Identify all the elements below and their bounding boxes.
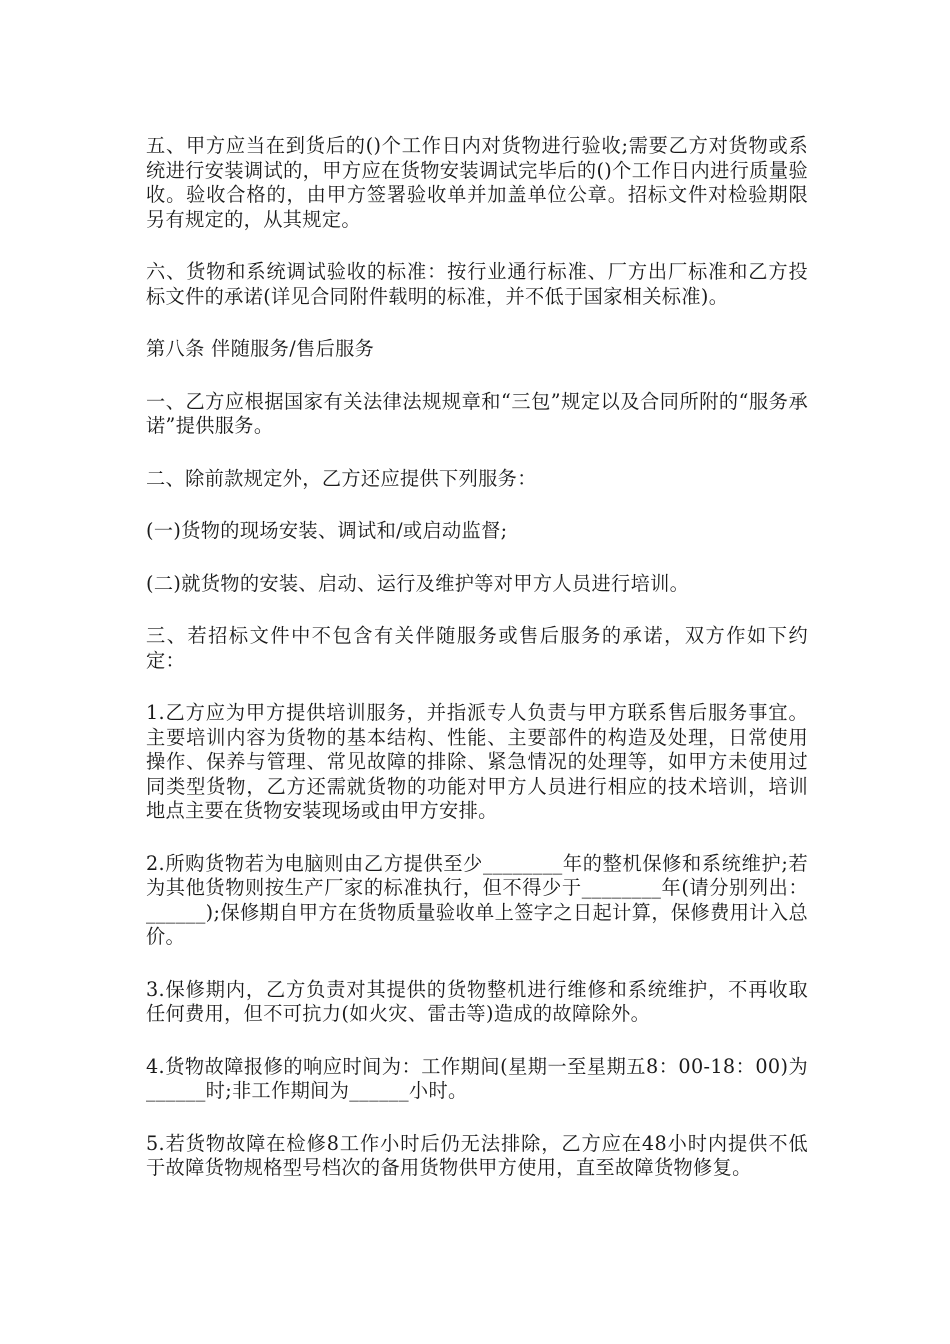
numbered-item-5-replacement: 5.若货物故障在检修8工作小时后仍无法排除，乙方应在48小时内提供不低于故障货物规格型号档次的备用货物供甲方使用，直至故障货物修复。 [146,1131,808,1179]
paragraph-acceptance-period: 五、甲方应当在到货后的()个工作日内对货物进行验收;需要乙方对货物或系统进行安装调试的，甲方应在货物安装调试完毕后的()个工作日内进行质量验收。验收合格的，由甲方签署验收单并加盖单位公章。招标文件对检验期限另有规定的，从其规定。 [146,134,808,231]
paragraph-service-clause-2: 二、除前款规定外，乙方还应提供下列服务： [146,466,537,490]
numbered-item-2-warranty: 2.所购货物若为电脑则由乙方提供至少________年的整机保修和系统维护;若为其他货物则按生产厂家的标准执行，但不得少于________年(请分别列出：______);保修期自甲方在货物质量验收单上签字之日起计算，保修费用计入总价。 [146,851,808,948]
paragraph-service-clause-3: 三、若招标文件中不包含有关伴随服务或售后服务的承诺，双方作如下约定： [146,624,808,672]
numbered-item-1-training: 1.乙方应为甲方提供培训服务，并指派专人负责与甲方联系售后服务事宜。主要培训内容为货物的基本结构、性能、主要部件的构造及处理，日常使用操作、保养与管理、常见故障的排除、紧急情况的处理等，如甲方未使用过同类型货物，乙方还需就货物的功能对甲方人员进行相应的技术培训，培训地点主要在货物安装现场或由甲方安排。 [146,701,808,822]
section-heading-article-8: 第八条 伴随服务/售后服务 [146,337,375,360]
numbered-item-3-maintenance: 3.保修期内，乙方负责对其提供的货物整机进行维修和系统维护，不再收取任何费用，但不可抗力(如火灾、雷击等)造成的故障除外。 [146,977,808,1025]
numbered-item-4-response-time: 4.货物故障报修的响应时间为：工作期间(星期一至星期五8：00-18：00)为______时;非工作期间为______小时。 [146,1054,808,1102]
document-body [146,134,808,1209]
paragraph-acceptance-standard: 六、货物和系统调试验收的标准：按行业通行标准、厂方出厂标准和乙方投标文件的承诺(详见合同附件载明的标准，并不低于国家相关标准)。 [146,260,808,308]
list-item-installation: (一)货物的现场安装、调试和/或启动监督; [146,519,508,542]
list-item-training: (二)就货物的安装、启动、运行及维护等对甲方人员进行培训。 [146,571,690,595]
paragraph-service-clause-1: 一、乙方应根据国家有关法律法规规章和“三包”规定以及合同所附的“服务承诺”提供服务。 [146,389,808,437]
